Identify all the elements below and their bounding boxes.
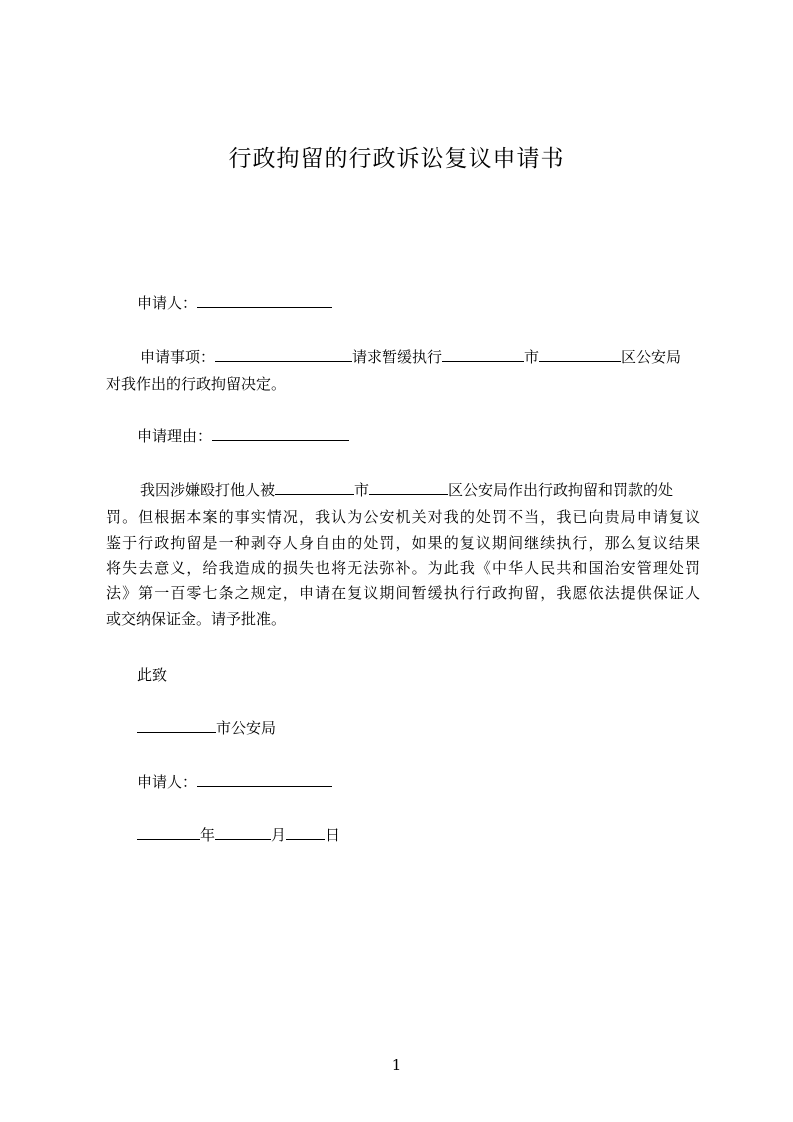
body-text-1b: 市 (354, 481, 370, 499)
matter-city-blank (442, 348, 524, 362)
closing: 此致 (137, 666, 168, 684)
matter-blank (215, 348, 352, 362)
matter-label: 申请事项： (140, 348, 216, 366)
matter-district-blank (539, 348, 621, 362)
year-label: 年 (200, 826, 216, 844)
applicant-label: 申请人： (137, 294, 198, 312)
body-text-1c: 区公安局作出行政拘留和罚款的处 (448, 481, 674, 499)
matter-bureau: 区公安局 (621, 348, 682, 366)
signature-blank (197, 773, 332, 787)
body-line-4: 将失去意义，给我造成的损失也将无法弥补。为此我《中华人民共和国治安管理处罚 (106, 559, 700, 577)
reason-blank (212, 427, 349, 441)
page-number: 1 (391, 1056, 402, 1074)
body-city-blank (275, 481, 354, 495)
matter-city: 市 (524, 348, 540, 366)
body-line-2: 罚。但根据本案的事实情况，我认为公安机关对我的处罚不当，我已向贵局申请复议 (106, 508, 700, 526)
month-label: 月 (271, 826, 287, 844)
body-line-6: 或交纳保证金。请予批准。 (106, 610, 287, 628)
recipient-suffix: 市公安局 (216, 719, 277, 737)
matter-line-2: 对我作出的行政拘留决定。 (106, 375, 287, 393)
body-line-3: 鉴于行政拘留是一种剥夺人身自由的处罚，如果的复议期间继续执行，那么复议结果 (106, 534, 700, 552)
date-line (137, 824, 340, 845)
body-line-1 (140, 479, 673, 500)
recipient-blank (137, 719, 216, 733)
document-title: 行政拘留的行政诉讼复议申请书 (228, 146, 565, 172)
day-blank (286, 826, 325, 840)
reason-line (137, 425, 349, 446)
signature-label: 申请人： (137, 773, 198, 791)
month-blank (215, 826, 271, 840)
signature-line (137, 771, 332, 792)
day-label: 日 (325, 826, 341, 844)
year-blank (137, 826, 200, 840)
body-line-5: 法》第一百零七条之规定，申请在复议期间暂缓执行行政拘留，我愿依法提供保证人 (106, 584, 700, 602)
body-district-blank (369, 481, 448, 495)
recipient-line (137, 717, 276, 738)
matter-text: 请求暂缓执行 (352, 348, 443, 366)
matter-line-1 (140, 346, 681, 367)
reason-label: 申请理由： (137, 427, 213, 445)
applicant-line (137, 292, 332, 313)
body-text-1a: 我因涉嫌殴打他人被 (140, 481, 276, 499)
applicant-blank (197, 294, 332, 308)
